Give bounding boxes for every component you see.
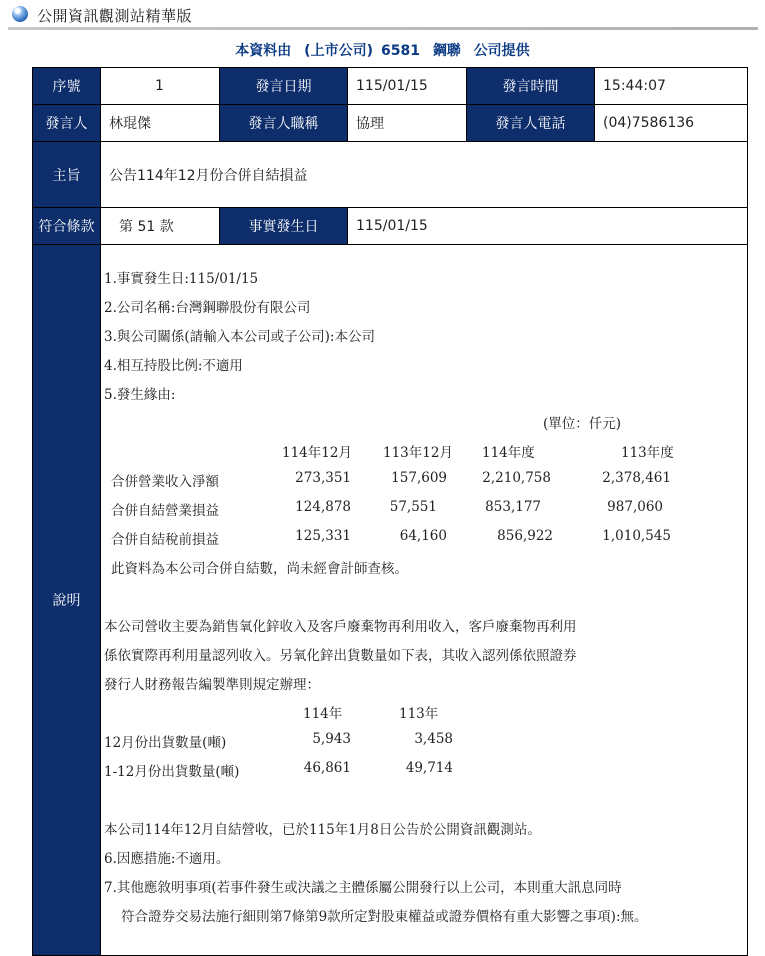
fin-cell: 853,177 bbox=[485, 499, 541, 515]
fin-cell: 2,210,758 bbox=[482, 470, 551, 486]
announcement-table bbox=[32, 67, 748, 956]
desc-line-3: 3.與公司關係(請輸入本公司或子公司):本公司 bbox=[104, 329, 375, 345]
date-label: 發言日期 bbox=[220, 68, 348, 105]
speaker-title-label: 發言人職稱 bbox=[220, 105, 348, 142]
fin-col-header: 114年度 bbox=[482, 445, 535, 461]
provider-suffix: 公司提供 bbox=[473, 43, 530, 59]
revenue-announce-note: 本公司114年12月自結營收，已於115年1月8日公告於公開資訊觀測站。 bbox=[104, 822, 541, 838]
subject-label: 主旨 bbox=[33, 142, 101, 208]
clause-label: 符合條款 bbox=[33, 208, 101, 245]
fin-cell: 124,878 bbox=[295, 499, 351, 515]
globe-icon bbox=[12, 6, 28, 22]
provider-company: 鋼聯 bbox=[432, 43, 461, 59]
fin-cell: 2,378,461 bbox=[602, 470, 671, 486]
description-body bbox=[101, 245, 747, 955]
desc-line-4: 4.相互持股比例:不適用 bbox=[104, 358, 243, 374]
fin-row-label: 合併自結營業損益 bbox=[111, 503, 219, 519]
time-value: 15:44:07 bbox=[595, 68, 748, 105]
time-label: 發言時間 bbox=[467, 68, 595, 105]
ship-row-label: 1-12月份出貨數量(噸) bbox=[104, 764, 240, 780]
header-divider bbox=[8, 27, 758, 30]
fin-row-label: 合併營業收入淨額 bbox=[111, 474, 219, 490]
fin-cell: 125,331 bbox=[295, 528, 351, 544]
site-header bbox=[8, 4, 758, 30]
desc-line-2: 2.公司名稱:台灣鋼聯股份有限公司 bbox=[104, 300, 311, 316]
revenue-para-line: 係依實際再利用量認列收入。另氧化鋅出貨數量如下表，其收入認列係依照證券 bbox=[104, 648, 577, 664]
unaudited-note: 此資料為本公司合併自結數，尚未經會計師查核。 bbox=[111, 561, 408, 577]
ship-col-header: 113年 bbox=[399, 706, 439, 722]
ship-cell: 5,943 bbox=[312, 731, 351, 747]
clause-value: 第 51 款 bbox=[101, 208, 220, 245]
ship-cell: 49,714 bbox=[405, 760, 453, 776]
unit-note: (單位：仟元) bbox=[543, 416, 622, 432]
provider-code: 6581 bbox=[380, 43, 420, 59]
seq-value: 1 bbox=[101, 68, 220, 105]
ship-row-label: 12月份出貨數量(噸) bbox=[104, 735, 227, 751]
seq-label: 序號 bbox=[33, 68, 101, 105]
event-date-label: 事實發生日 bbox=[220, 208, 348, 245]
revenue-para-line: 發行人財務報告編製準則規定辦理： bbox=[104, 677, 320, 693]
provider-market: (上市公司) bbox=[304, 43, 373, 59]
fin-cell: 64,160 bbox=[399, 528, 447, 544]
phone-value: (04)7586136 bbox=[595, 105, 748, 142]
provider-prefix: 本資料由 bbox=[235, 43, 292, 59]
speaker-value: 林琨傑 bbox=[101, 105, 220, 142]
fin-col-header: 113年12月 bbox=[383, 445, 453, 461]
desc-line-7-cont: 符合證券交易法施行細則第7條第9款所定對股東權益或證券價格有重大影響之事項):無。 bbox=[121, 909, 648, 925]
ship-col-header: 114年 bbox=[303, 706, 343, 722]
speaker-label: 發言人 bbox=[33, 105, 101, 142]
desc-line-5: 5.發生緣由: bbox=[104, 387, 176, 403]
fin-row-label: 合併自結稅前損益 bbox=[111, 532, 219, 548]
ship-cell: 3,458 bbox=[414, 731, 453, 747]
provider-line bbox=[0, 40, 765, 60]
fin-cell: 57,551 bbox=[389, 499, 437, 515]
subject-value: 公告114年12月份合併自結損益 bbox=[101, 142, 748, 208]
desc-line-6: 6.因應措施:不適用。 bbox=[104, 851, 230, 867]
event-date-value: 115/01/15 bbox=[348, 208, 748, 245]
desc-line-1: 1.事實發生日:115/01/15 bbox=[104, 271, 259, 287]
revenue-para-line: 本公司營收主要為銷售氧化鋅收入及客戶廢棄物再利用收入，客戶廢棄物再利用 bbox=[104, 619, 577, 635]
description-label: 說明 bbox=[33, 245, 101, 956]
date-value: 115/01/15 bbox=[348, 68, 467, 105]
fin-cell: 157,609 bbox=[391, 470, 447, 486]
fin-cell: 273,351 bbox=[295, 470, 351, 486]
fin-cell: 1,010,545 bbox=[602, 528, 671, 544]
description-cell bbox=[101, 245, 748, 956]
fin-cell: 856,922 bbox=[497, 528, 553, 544]
site-title: 公開資訊觀測站精華版 bbox=[37, 7, 193, 25]
ship-cell: 46,861 bbox=[303, 760, 351, 776]
fin-col-header: 114年12月 bbox=[282, 445, 352, 461]
fin-cell: 987,060 bbox=[607, 499, 663, 515]
desc-line-7: 7.其他應敘明事項(若事件發生或決議之主體係屬公開發行以上公司，本則重大訊息同時 bbox=[104, 880, 622, 896]
speaker-title-value: 協理 bbox=[348, 105, 467, 142]
fin-col-header: 113年度 bbox=[621, 445, 674, 461]
phone-label: 發言人電話 bbox=[467, 105, 595, 142]
